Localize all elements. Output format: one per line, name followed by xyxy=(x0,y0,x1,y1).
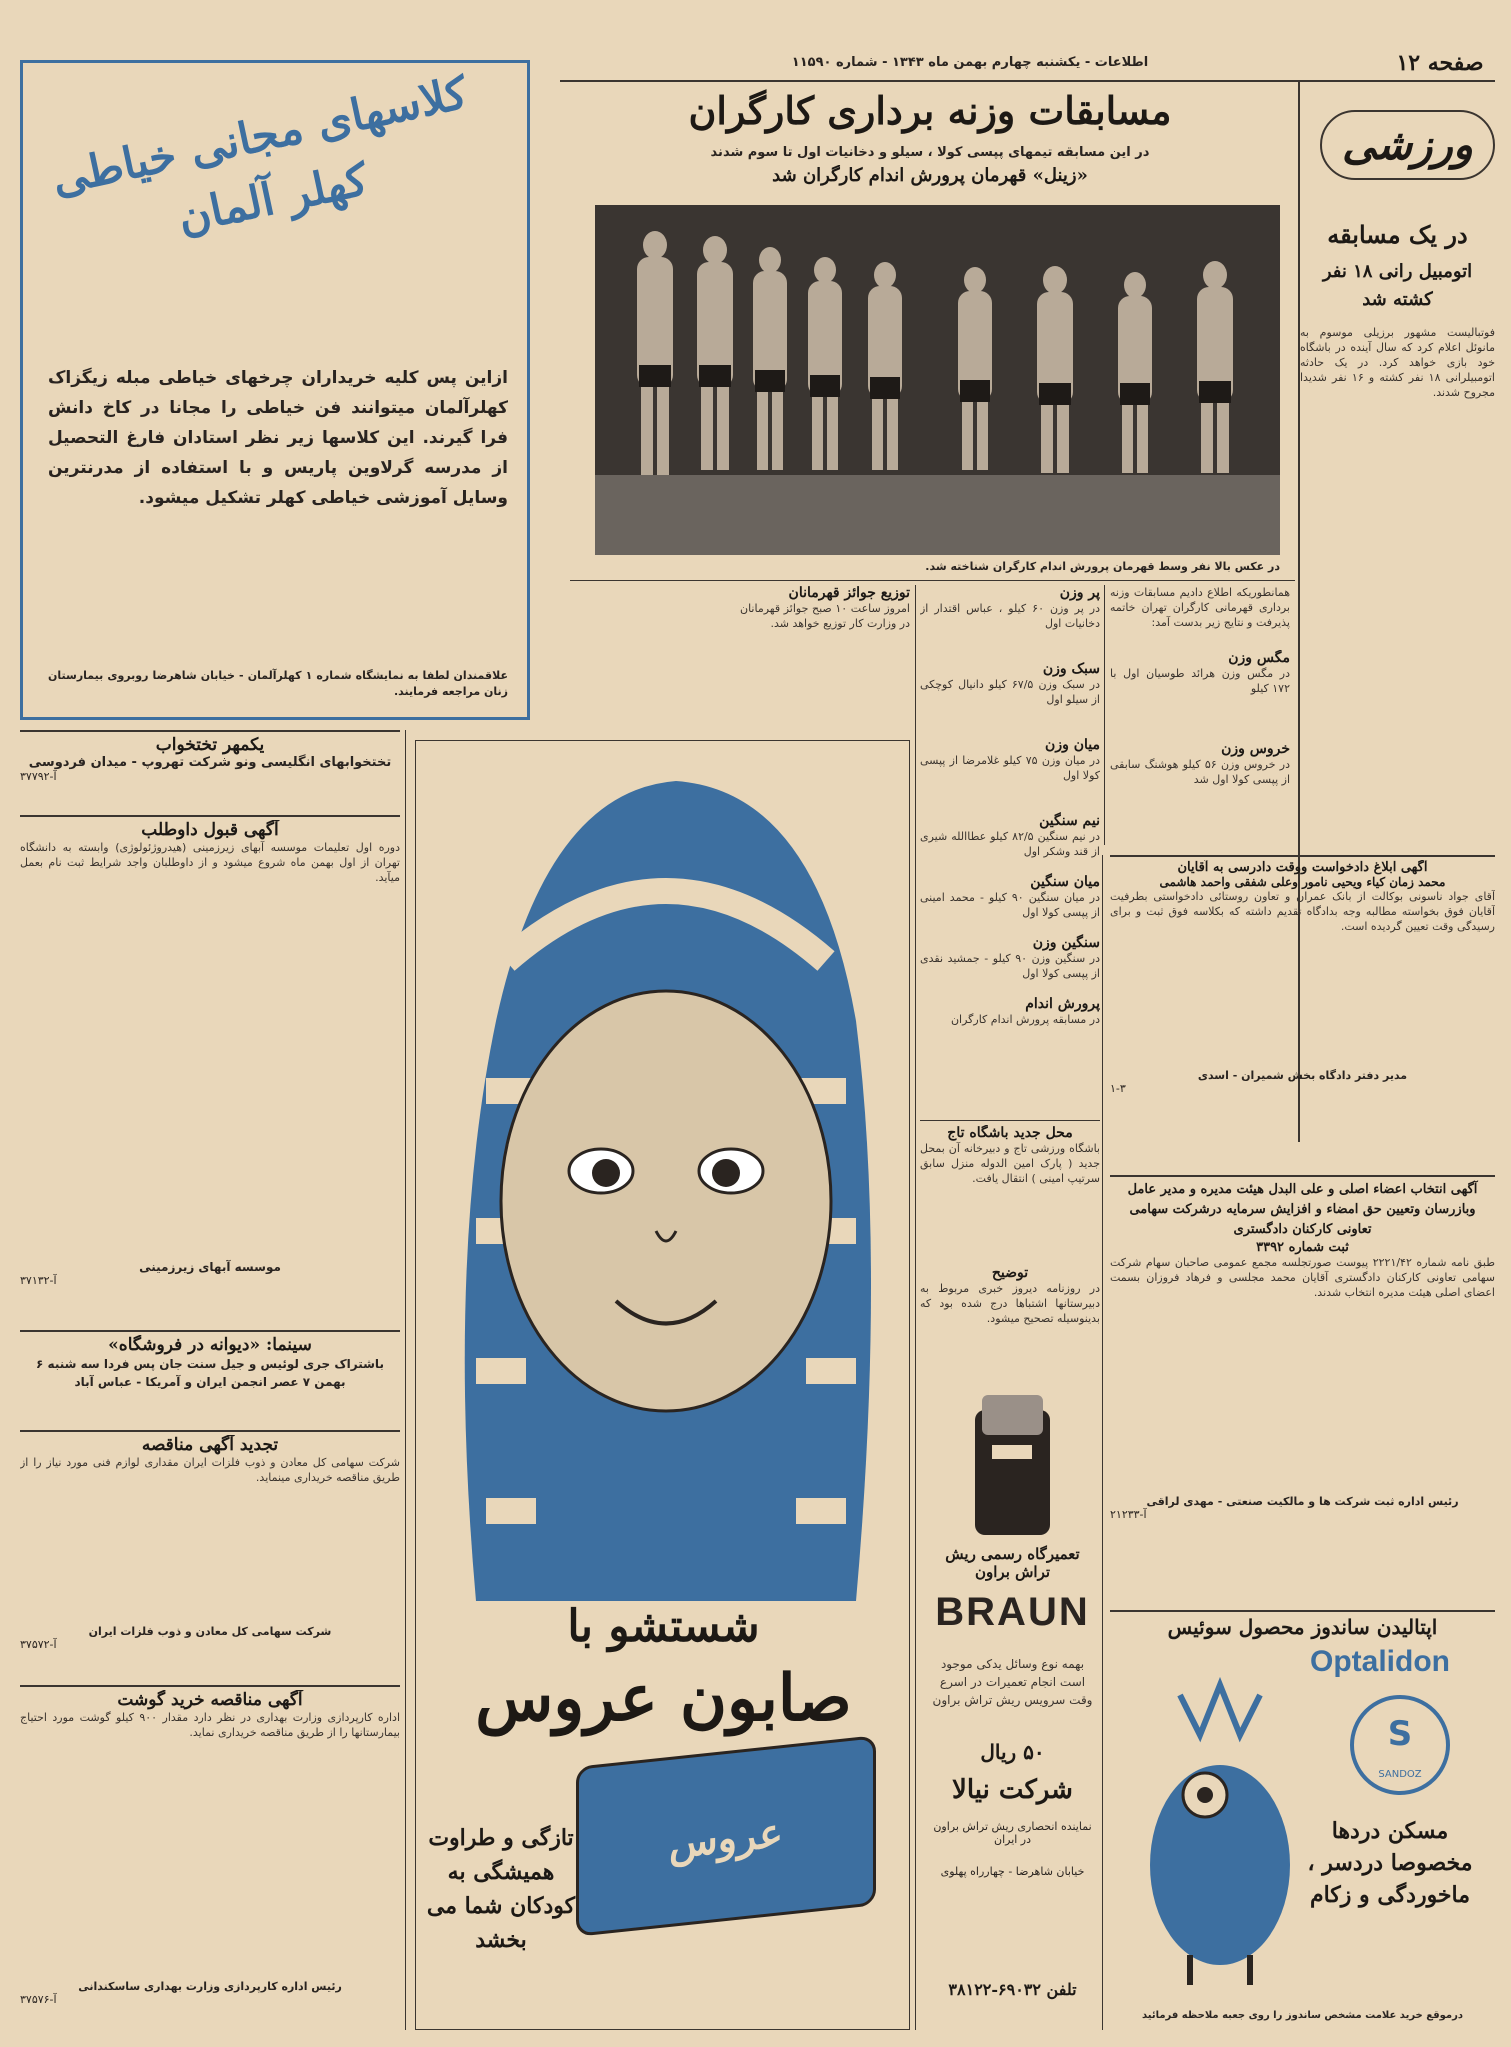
category-text: در میان سنگین ۹۰ کیلو - محمد امینی از پپسی کولا اول xyxy=(920,891,1100,919)
results-col-2 xyxy=(920,585,1100,1145)
category-title: میان سنگین xyxy=(1030,874,1100,890)
category-text: در نیم سنگین ۸۲/۵ کیلو عطاالله شیری از قند وشکر اول xyxy=(920,830,1100,858)
company-notice-ref: آ-۲۱۲۳۳ xyxy=(1110,1508,1147,1521)
braun-phone: تلفن ۶۹۰۳۲-۳۸۱۲۲ xyxy=(948,1980,1077,1999)
sandoz-s-icon: S xyxy=(1387,1714,1413,1754)
company-notice-text: طبق نامه شماره ۲۲۲۱/۴۲ پیوست صورتجلسه مجمع عمومی صاحبان سهام شرکت سهامی تعاونی کارکنان دادگستری آقایان محمد مجلسی و فرهاد فروزان بسمت اعضای اصلی هیئت مدیره انتخاب شدند. xyxy=(1110,1256,1495,1299)
gym-notice-text: باشگاه ورزشی تاج و دبیرخانه آن بمحل جدید ( پارک امین الدوله منزل سابق سرتیپ امینی ) انتقال یافت. xyxy=(920,1142,1100,1185)
awards-title: توزیع جوائز قهرمانان xyxy=(788,585,910,601)
optalidon-footer: درموقع خرید علامت مشخص ساندوز را روی جعبه ملاحظه فرمائید xyxy=(1142,2010,1463,2021)
braun-text: بهمه نوع وسائل یدکی موجود است انجام تعمیرات در اسرع وقت سرویس ریش تراش براون xyxy=(932,1657,1093,1707)
braun-ad xyxy=(930,1390,1095,2030)
category-title: مگس وزن xyxy=(1228,650,1290,666)
kohler-address: علاقمندان لطفا به نمایشگاه شماره ۱ کهلرآلمان - خیابان شاهرضا روبروی بیمارستان زنان مراجعه فرمایند. xyxy=(48,669,508,698)
baby-illustration xyxy=(436,761,891,1601)
soap-brand: صابون عروس xyxy=(475,1661,852,1736)
bed-ad-title: یکمهر تختخواب xyxy=(155,735,265,755)
rally-subtitle: اتومبیل رانی ۱۸ نفر کشته شد xyxy=(1322,261,1473,310)
sandoz-label: SANDOZ xyxy=(1378,1769,1422,1780)
student-ad-text: دوره اول تعلیمات موسسه آبهای زیرزمینی (هیدروژئولوژی) وابسته به دانشگاه تهران از اول بهمن ماه شروع میشود و از داوطلبان واجد شرایط ثبت نام بعمل میآید. xyxy=(20,841,400,884)
kohler-ad xyxy=(20,60,530,720)
soap-ad xyxy=(415,740,910,2030)
braun-title: تعمیرگاه رسمی ریش تراش براون xyxy=(945,1545,1080,1581)
kohler-body: ازاین پس کلیه خریداران چرخهای خیاطی مبله زیگزاک کهلرآلمان میتوانند فن خیاطی را مجانا در کاخ دانش فرا گیرند. این کلاسها زیر نظر استادان فارغ التحصیل از مدرسه گرلاوین پاریس و با استفاده از مدرنترین وسایل آموزشی خیاطی کهلر تشکیل میشود. xyxy=(48,368,508,508)
sports-section-logo: ورزشی xyxy=(1320,110,1495,180)
category-title: پر وزن xyxy=(1059,585,1100,601)
category-text: در مگس وزن هرائد طوسیان اول با ۱۷۲ کیلو xyxy=(1110,667,1290,695)
rally-body: فوتبالیست مشهور برزیلی موسوم به مانوئل اعلام کرد که سال آینده در باشگاه خود بازی خواهد کرد. در یک حادثه اتومبیلرانی ۱۸ نفر کشته و ۱۶ نفر شدیدا مجروح شدند. xyxy=(1300,326,1495,399)
category-text: در سنگین وزن ۹۰ کیلو - جمشید نقدی از پپسی کولا اول xyxy=(920,952,1100,980)
bed-ad-ref: آ-۳۷۷۹۲ xyxy=(20,770,57,783)
bed-ad xyxy=(20,735,400,815)
category-text: در سبک وزن ۶۷/۵ کیلو دانیال کوچکی از سیلو اول xyxy=(920,678,1100,706)
braun-company: شرکت نیالا xyxy=(952,1775,1073,1805)
company-notice-reg: ثبت شماره ۳۳۹۲ xyxy=(1256,1240,1349,1255)
cinema-ad xyxy=(20,1335,400,1420)
meat-tender-title: آگهی مناقصه خرید گوشت xyxy=(117,1690,303,1710)
page-number: صفحه ۱۲ xyxy=(1396,50,1484,76)
rally-title: در یک مسابقه xyxy=(1327,220,1468,249)
photo-caption: در عکس بالا نفر وسط قهرمان پرورش اندام کارگران شناخته شد. xyxy=(925,560,1280,573)
braun-rep: نماینده انحصاری ریش تراش براون در ایران xyxy=(933,1820,1092,1846)
soap-box-label: عروس xyxy=(668,1809,784,1868)
kohler-headline: کلاسهای مجانی خیاطی کهلر آلمان xyxy=(47,67,472,244)
tender-text: شرکت سهامی کل معادن و ذوب فلزات ایران مقداری لوازم فنی مورد نیاز را از طریق مناقصه خریداری مینماید. xyxy=(20,1456,400,1484)
date-line: اطلاعات - یکشنبه چهارم بهمن ماه ۱۳۴۳ - شماره ۱۱۵۹۰ xyxy=(791,55,1149,70)
category-text: در میان وزن ۷۵ کیلو غلامرضا از پپسی کولا اول xyxy=(920,754,1100,782)
category-text: در پر وزن ۶۰ کیلو ، عباس اقتدار از دخانیات اول xyxy=(920,602,1100,630)
braun-logo: BRAUN xyxy=(935,1590,1090,1634)
weightlifters-illustration xyxy=(595,205,1280,555)
gym-notice xyxy=(920,1125,1100,1255)
optalidon-brand: Optalidon xyxy=(1310,1645,1450,1678)
soap-line1: شستشو با xyxy=(567,1601,760,1652)
court-notice-subtitle: محمد زمان کیاء ویحیی نامور وعلی شفقی واحمد هاشمی xyxy=(1159,875,1446,889)
court-notice-title: آگهی ابلاغ دادخواست ووقت دادرسی به آقایان xyxy=(1177,860,1428,875)
awards-block xyxy=(740,585,910,735)
meat-tender-ref: آ-۳۷۵۷۶ xyxy=(20,1993,57,2006)
main-headline: مسابقات وزنه برداری کارگران xyxy=(688,88,1172,133)
company-notice-signature: رئیس اداره ثبت شرکت ها و مالکیت صنعتی - مهدی لراقی xyxy=(1146,1495,1459,1508)
tender-ref: آ-۳۷۵۷۲ xyxy=(20,1638,57,1651)
results-intro: همانطوریکه اطلاع دادیم مسابقات وزنه برداری قهرمانی کارگران تهران خاتمه پذیرفت و نتایج زیر بدست آمد: xyxy=(1110,586,1290,629)
category-text: در خروس وزن ۵۶ کیلو هوشنگ سابقی از پپسی کولا اول شد xyxy=(1110,758,1290,786)
meat-tender-ad xyxy=(20,1690,400,2030)
cinema-title: سینما: «دیوانه در فروشگاه» xyxy=(108,1335,312,1355)
student-ad xyxy=(20,820,400,1320)
category-title: نیم سنگین xyxy=(1039,813,1100,829)
braun-address: خیابان شاهرضا - چهارراه پهلوی xyxy=(940,1865,1085,1878)
category-title: میان وزن xyxy=(1045,737,1100,753)
correction-text: در روزنامه دیروز خبری مربوط به دبیرستانها اشتباها درج شده بود که بدینوسیله تصحیح میشود. xyxy=(920,1282,1100,1325)
braun-price: ۵۰ ریال xyxy=(980,1740,1045,1764)
cinema-text: باشتراک جری لوئیس و جیل سنت جان پس فردا سه شنبه ۶ بهمن ۷ عصر انجمن ایران و آمریکا - عباس آباد xyxy=(36,1357,384,1389)
tender-title: تجدید آگهی مناقصه xyxy=(141,1435,279,1455)
gym-notice-title: محل جدید باشگاه تاج xyxy=(947,1125,1073,1141)
main-subhead-1: در این مسابقه تیمهای پپسی کولا ، سیلو و دخانیات اول تا سوم شدند xyxy=(710,145,1150,160)
weightlifters-photo xyxy=(595,205,1280,555)
shaver-icon xyxy=(970,1390,1055,1540)
court-notice-text: آقای جواد ناسونی بوکالت از بانک عمران و تعاون روستائی دادخواستی بطرفیت آقایان فوق بخواسته مطالبه وجه بدادگاه تقدیم داشته که بکلاسه فوق ثبت و برای رسیدگی وقت تعیین گردیده است. xyxy=(1110,890,1495,933)
student-ad-signature: موسسه آبهای زیرزمینی xyxy=(139,1260,281,1274)
meat-tender-text: اداره کارپردازی وزارت بهداری در نظر دارد مقدار ۹۰۰ کیلو گوشت مورد احتیاج بیمارستانها را از طریق مناقصه خریداری نماید. xyxy=(20,1711,400,1739)
tender-ad xyxy=(20,1435,400,1675)
company-notice xyxy=(1110,1180,1495,1600)
bed-ad-text: تختخوابهای انگلیسی ونو شرکت تهروپ - میدان فردوسی xyxy=(28,755,392,770)
category-title: خروس وزن xyxy=(1221,741,1290,757)
soap-tagline: تازگی و طراوت همیشگی به کودکان شما می بخشد xyxy=(426,1825,576,1953)
category-title: سبک وزن xyxy=(1042,661,1100,677)
court-notice xyxy=(1110,860,1495,1160)
optalidon-ad xyxy=(1110,1615,1495,2035)
category-title: سنگین وزن xyxy=(1032,935,1100,951)
category-title: پرورش اندام xyxy=(1025,996,1100,1012)
optalidon-title: اپتالیدن ساندوز محصول سوئیس xyxy=(1167,1615,1438,1639)
sandoz-logo xyxy=(1350,1695,1450,1795)
student-ad-title: آگهی قبول داوطلب xyxy=(141,820,279,840)
main-subhead-2: «زینل» قهرمان پرورش اندام کارگران شد xyxy=(772,165,1088,186)
correction-title: توضیح xyxy=(991,1265,1029,1281)
awards-text: امروز ساعت ۱۰ صبح جوائز قهرمانان در وزارت کار توزیع خواهد شد. xyxy=(740,602,910,630)
student-ad-ref: آ-۳۷۱۳۲ xyxy=(20,1274,57,1287)
optalidon-text: مسکن دردها مخصوصا دردسر ، ماخوردگی و زکام xyxy=(1307,1818,1473,1908)
meat-tender-signature: رئیس اداره کارپردازی وزارت بهداری ساسکندانی xyxy=(78,1980,342,1993)
company-notice-title: آگهی انتخاب اعضاء اصلی و علی البدل هیئت مدیره و مدیر عامل وبازرسان وتعیین حق امضاء و افزایش سرمایه درشرکت سهامی تعاونی کارکنان دادگستری xyxy=(1127,1182,1478,1237)
court-notice-signature: مدیر دفتر دادگاه بخش شمیران - اسدی xyxy=(1197,1069,1408,1082)
court-notice-ref: ۱-۳ xyxy=(1110,1082,1126,1095)
correction-notice xyxy=(920,1265,1100,1385)
category-text: در مسابقه پرورش اندام کارگران xyxy=(950,1013,1100,1026)
tender-signature: شرکت سهامی کل معادن و ذوب فلزات ایران xyxy=(88,1625,332,1638)
soap-box xyxy=(576,1735,876,1937)
